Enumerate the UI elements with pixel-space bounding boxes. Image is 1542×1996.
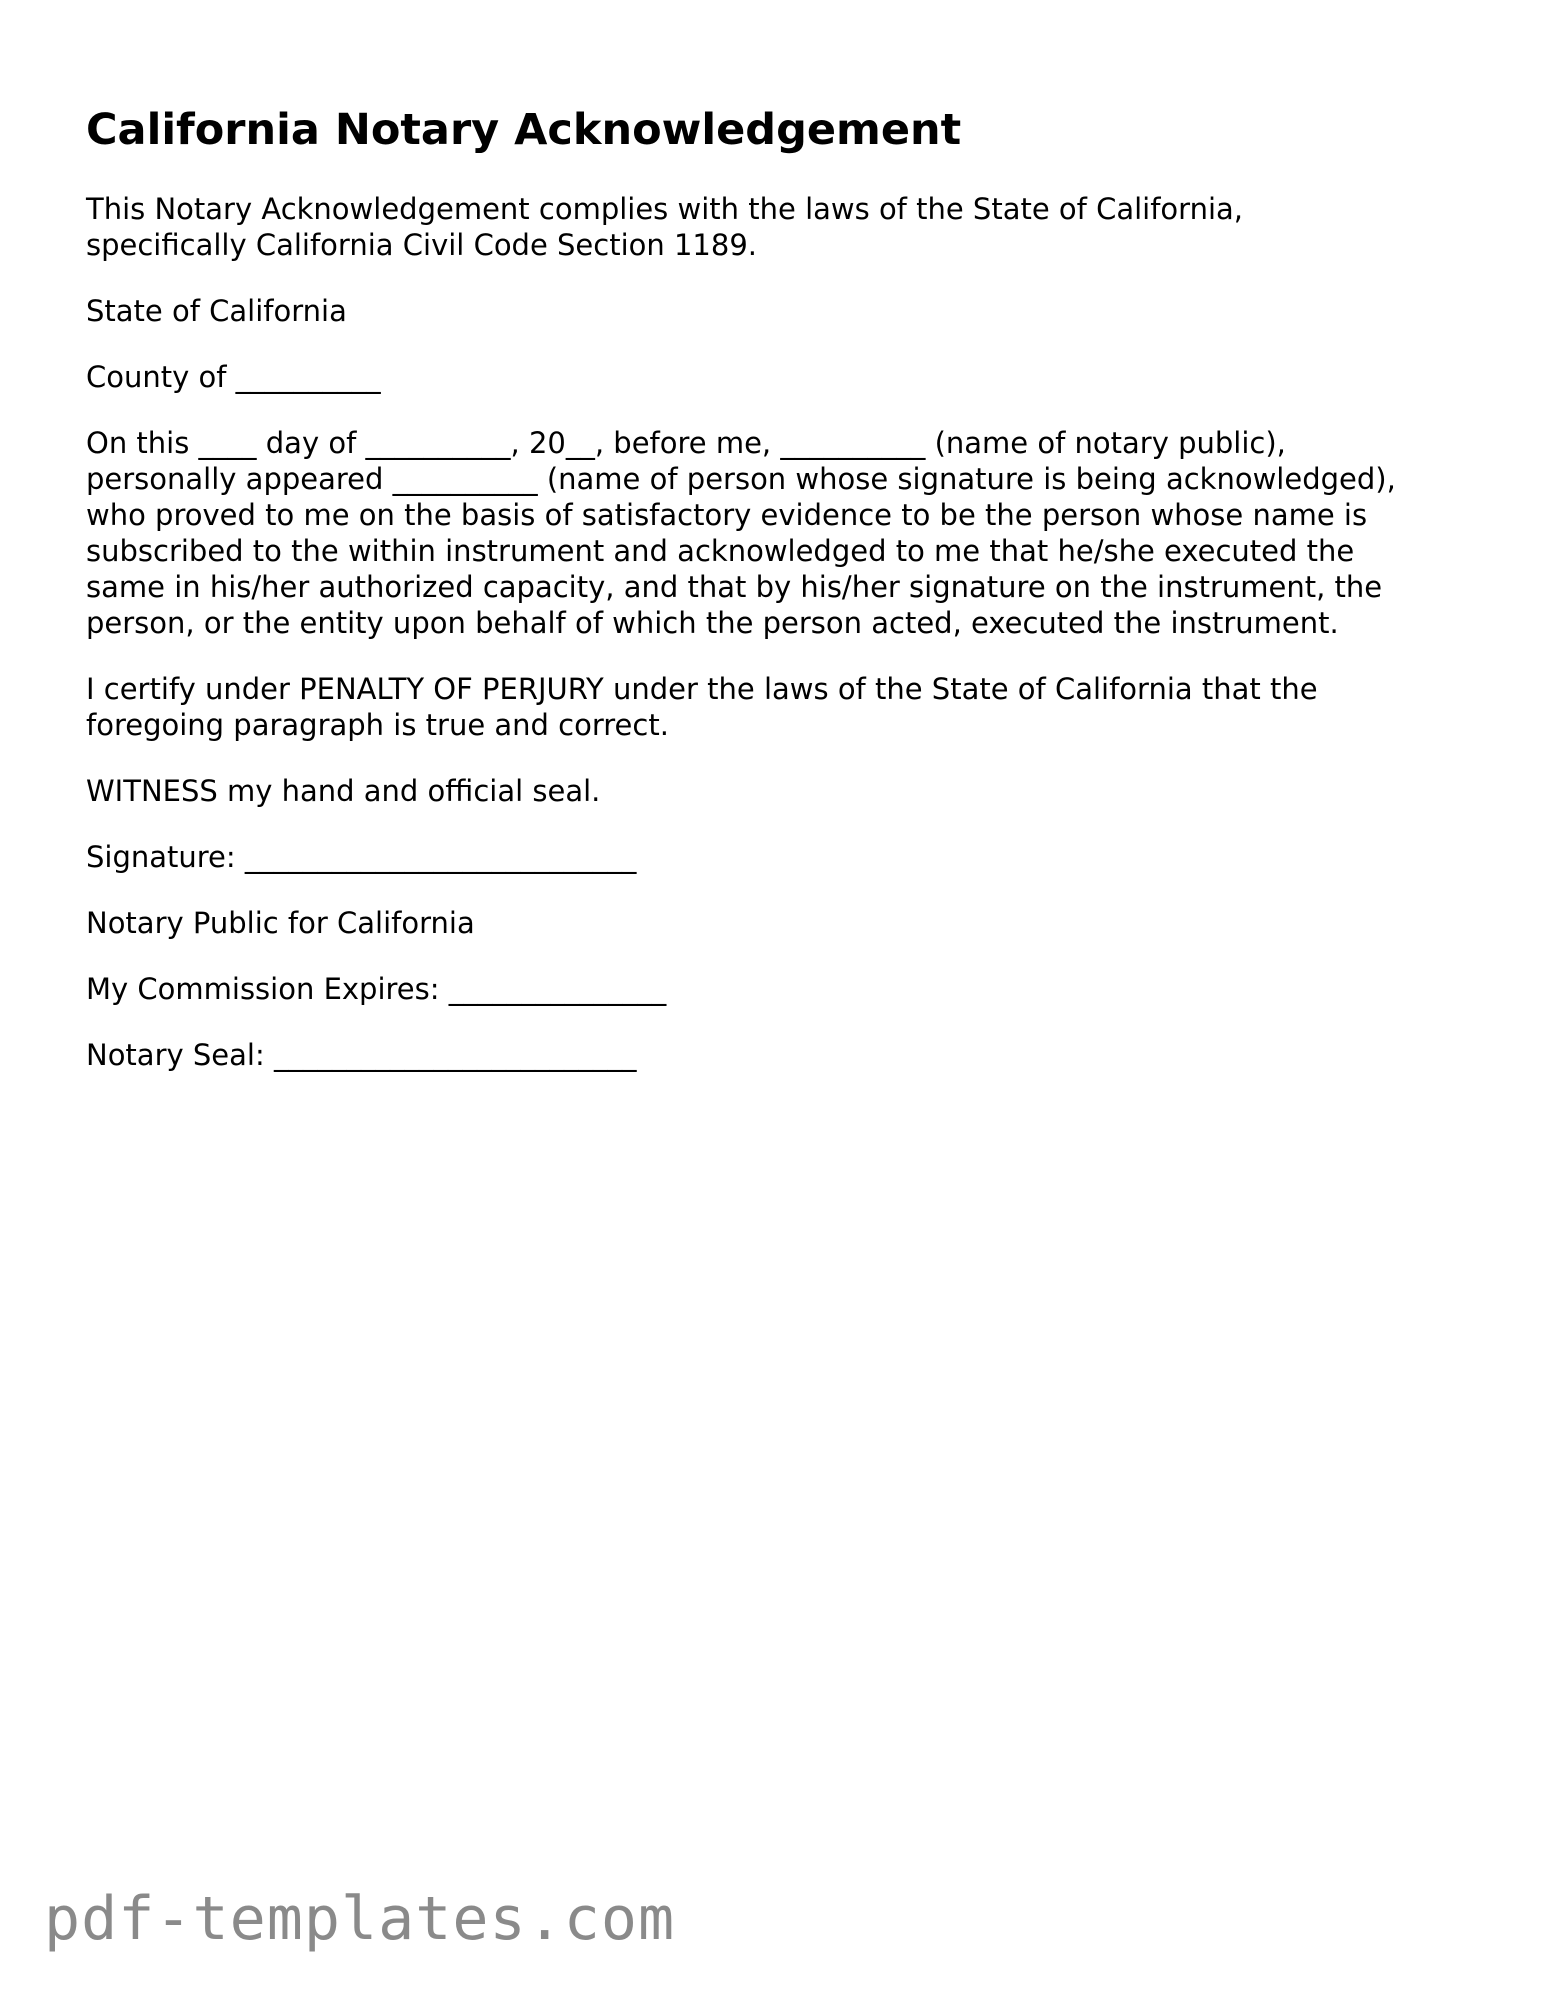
- certification-line: I certify under PENALTY OF PERJURY under the laws of the State of California that the: [86, 672, 1318, 706]
- signature-field: Signature: ___________________________: [86, 840, 637, 874]
- intro-line: specifically California Civil Code Section 1189.: [86, 228, 758, 262]
- witness-line: WITNESS my hand and official seal.: [86, 774, 601, 808]
- commission-expires-field: My Commission Expires: _______________: [86, 972, 667, 1006]
- notary-public-line: Notary Public for California: [86, 906, 475, 940]
- state-line: State of California: [86, 294, 347, 328]
- acknowledgement-paragraph: [86, 425, 1486, 641]
- intro-paragraph: [86, 191, 1486, 263]
- watermark: pdf-templates.com: [44, 1884, 676, 1954]
- body-line: person, or the entity upon behalf of which the person acted, executed the instrument.: [86, 606, 1339, 640]
- certification-line: foregoing paragraph is true and correct.: [86, 708, 669, 742]
- body-line: same in his/her authorized capacity, and that by his/her signature on the instrument, the: [86, 570, 1383, 604]
- body-line: On this ____ day of __________, 20__, before me, __________ (name of notary public),: [86, 426, 1286, 460]
- intro-line: This Notary Acknowledgement complies with the laws of the State of California,: [86, 192, 1243, 226]
- body-line: who proved to me on the basis of satisfactory evidence to be the person whose name is: [86, 498, 1368, 532]
- body-line: subscribed to the within instrument and acknowledged to me that he/she executed the: [86, 534, 1355, 568]
- notary-seal-field: Notary Seal: _________________________: [86, 1038, 637, 1072]
- body-line: personally appeared __________ (name of person whose signature is being acknowledged),: [86, 462, 1396, 496]
- document-page: [86, 104, 1486, 1103]
- document-title: California Notary Acknowledgement: [86, 105, 962, 155]
- county-field: County of __________: [86, 360, 381, 394]
- certification-paragraph: [86, 671, 1486, 743]
